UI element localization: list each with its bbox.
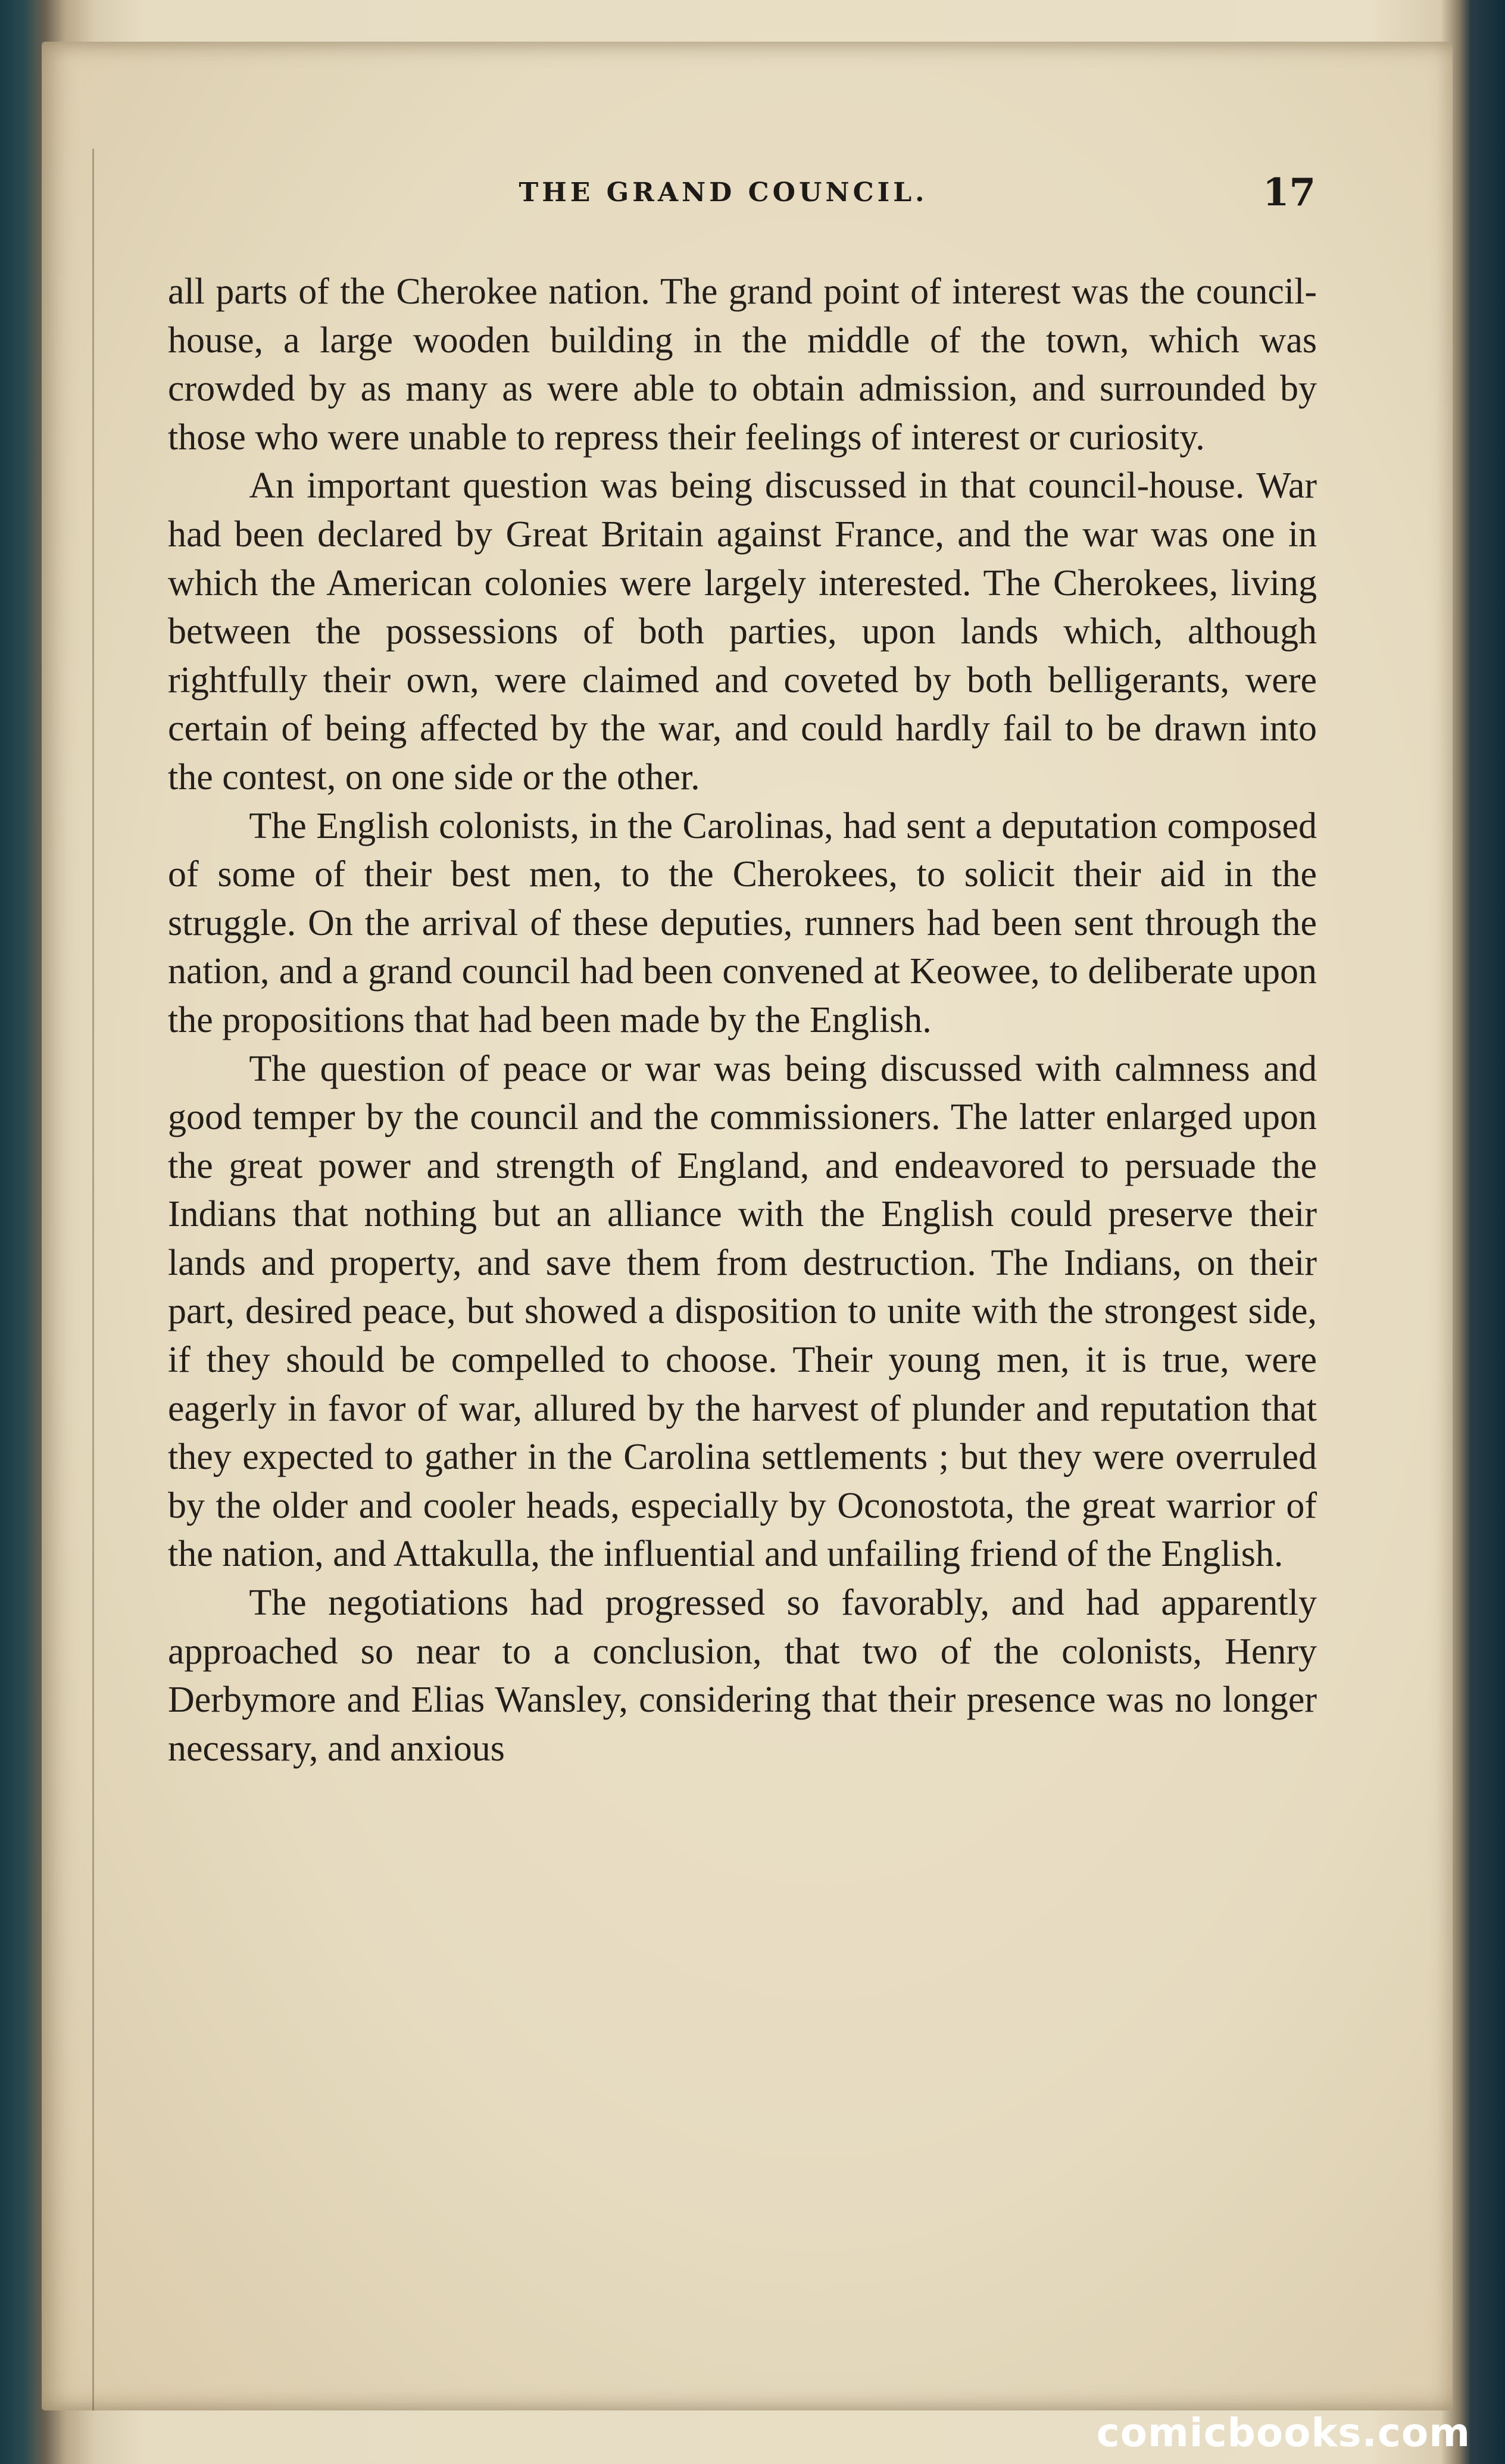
page-gutter [92,149,94,2410]
paragraph-3: The English colonists, in the Carolinas, had sent a deputation composed of some of their best men, to the Cherokees, to solicit their aid in the struggle. On the arrival of these deputies, runners had been sent through the nation, and a grand council had been convened at Keowee, to deliberate upon the propositions that had been made by the English. [168,805,1317,1040]
paragraph-1: all parts of the Cherokee nation. The grand point of interest was the council-house, a large wooden building in the middle of the town, which was crowded by as many as were able to obtain admission, and surrounded by those who were unable to repress their feelings of interest or curiosity. [168,271,1317,458]
body-text [168,268,1317,1773]
watermark: comicbooks.com [1096,2410,1470,2456]
running-head: THE GRAND COUNCIL. [519,177,928,208]
page-number: 17 [1262,170,1316,215]
paragraph-4: The question of peace or war was being discussed with calmness and good temper by the council and the commissioners. The latter enlarged upon the great power and strength of England, and endeavored to persuade the Indians that nothing but an alliance with the English could preserve their lands and property, and save them from destruction. The Indians, on their part, desired peace, but showed a disposition to unite with the strongest side, if they should be compelled to choose. Their young men, it is true, were eagerly in favor of war, allured by the harvest of plunder and reputation that they expected to gather in the Carolina settlements ; but they were overruled by the older and cooler heads, especially by Oconostota, the great warrior of the nation, and Attakulla, the influential and unfailing friend of the English. [168,1048,1317,1575]
page-header [131,170,1316,225]
paragraph-2: An important question was being discussed in that council-house. War had been declared by Great Britain against France, and the war was one in which the American colonies were largely interested. The Cherokees, living between the possessions of both parties, upon lands which, although rightfully their own, were claimed and coveted by both belligerants, were certain of being affected by the war, and could hardly fail to be drawn into the contest, on one side or the other. [168,465,1317,798]
paragraph-5: The negotiations had progressed so favorably, and had apparently approached so near to a conclusion, that two of the colonists, Henry Derbymore and Elias Wansley, considering that their presence was no longer necessary, and anxious [168,1583,1317,1769]
